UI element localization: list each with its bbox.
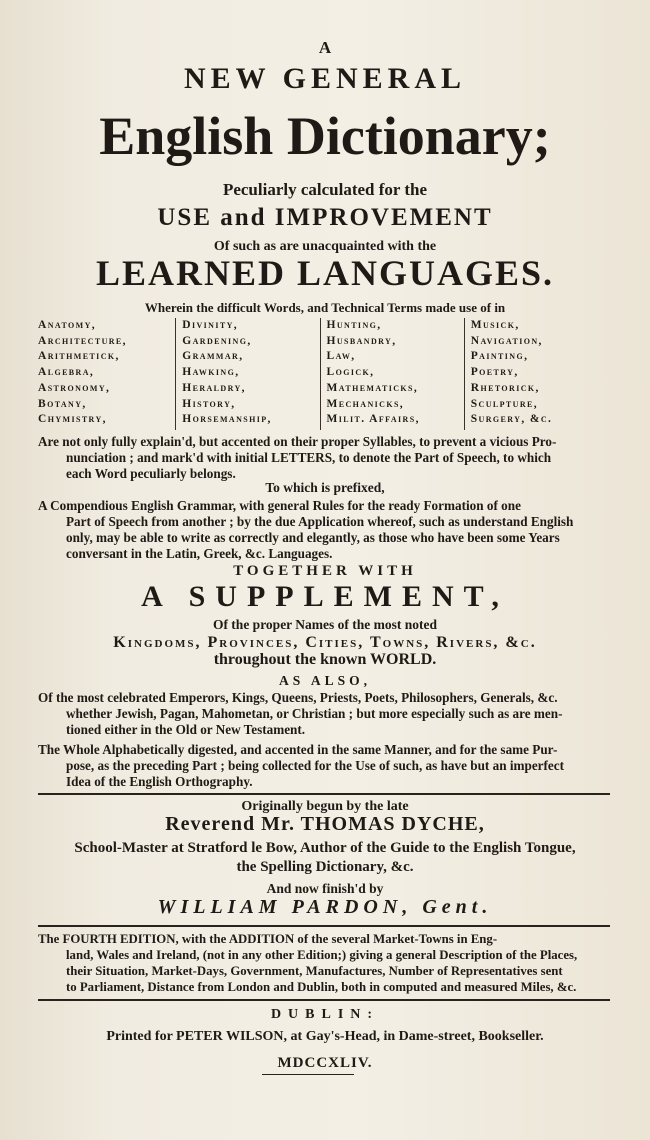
subtitle-peculiarly: Peculiarly calculated for the	[222, 180, 428, 199]
throughout-line: throughout the known WORLD.	[213, 651, 437, 668]
subject-item: Heraldry,	[182, 381, 246, 394]
text-line: The Whole Alphabetically digested, and accented in the same Manner, and for the same Pur-	[38, 742, 558, 757]
subject-item: Sculpture,	[470, 397, 539, 410]
spelling-line: the Spelling Dictionary, &c.	[236, 859, 414, 875]
title-new-general: NEW GENERAL	[184, 62, 466, 95]
prefixed-label: To which is prefixed,	[265, 480, 385, 495]
subject-item: Divinity,	[182, 319, 239, 331]
text-line: their Situation, Market-Days, Government, Manufactures, Number of Representatives sent	[66, 964, 563, 978]
subject-item: Poetry,	[470, 366, 519, 379]
subject-item: Horsemanship,	[182, 413, 272, 426]
subject-item: Hunting,	[326, 319, 382, 331]
title-learned-languages: LEARNED LANGUAGES.	[95, 253, 555, 293]
subject-item: Husbandry,	[326, 334, 397, 347]
whole-paragraph	[38, 742, 608, 790]
celebrated-paragraph	[38, 690, 608, 738]
subject-column-2	[175, 318, 319, 430]
subject-item: Astronomy,	[38, 381, 111, 394]
text-line: A Compendious English Grammar, with general Rules for the ready Formation of one	[38, 498, 521, 513]
supplement-heading: A SUPPLEMENT,	[141, 580, 509, 613]
subject-item: History,	[182, 397, 236, 410]
divider-line	[38, 925, 610, 927]
text-line: nunciation ; and mark'd with initial LETTERS, to denote the Part of Speech, to which	[66, 450, 552, 465]
subject-column-3	[320, 318, 464, 430]
date-underline	[262, 1074, 354, 1075]
as-also-heading: AS ALSO,	[278, 673, 372, 688]
text-line: each Word peculiarly belongs.	[66, 466, 236, 481]
subject-item: Hawking,	[182, 366, 240, 379]
text-line: tioned either in the Old or New Testament.	[66, 722, 306, 737]
subject-item: Chymistry,	[38, 413, 107, 426]
subject-item: Law,	[326, 350, 356, 363]
text-line: whether Jewish, Pagan, Mahometan, or Christian ; but more especially such as are men-	[66, 706, 563, 721]
subject-item: Rhetorick,	[470, 381, 540, 394]
text-line: to Parliament, Distance from London and Dublin, both in computed and measured Miles, &c.	[66, 980, 577, 994]
text-line: pose, as the preceding Part ; being collected for the Use of such, as have but an imperfect	[66, 758, 565, 773]
subtitle-of-such: Of such as are unacquainted with the	[213, 239, 437, 254]
finished-line: And now finish'd by	[266, 881, 384, 896]
reverend-line: Reverend Mr. THOMAS DYCHE,	[165, 813, 485, 835]
subject-item: Mechanicks,	[326, 397, 405, 410]
text-line: Are not only fully explain'd, but accented on their proper Syllables, to prevent a vicious Pro-	[38, 434, 557, 449]
subject-list	[38, 318, 608, 430]
text-line: Part of Speech from another ; by the due Application whereof, such as understand English	[66, 514, 574, 529]
subject-item: Surgery, &c.	[470, 413, 553, 426]
divider-line	[38, 999, 610, 1001]
title-english-dictionary: English Dictionary;	[99, 106, 551, 166]
subject-item: Algebra,	[38, 366, 95, 379]
text-line: only, may be able to write as correctly and elegantly, as those who have been some Years	[66, 530, 560, 545]
subtitle-wherein: Wherein the difficult Words, and Technical Terms made use of in	[144, 300, 506, 315]
subject-column-4	[464, 318, 608, 430]
subject-item: Architecture,	[38, 334, 127, 347]
text-line: Idea of the English Orthography.	[66, 774, 253, 789]
subject-item: Logick,	[326, 366, 375, 379]
subtitle-use-and-improvement: USE and IMPROVEMENT	[157, 204, 493, 231]
pardon-line: WILLIAM PARDON, Gent.	[157, 896, 493, 918]
printer-line: Printed for PETER WILSON, at Gay's-Head, in Dame-street, Bookseller.	[106, 1029, 544, 1044]
subject-item: Anatomy,	[38, 319, 97, 331]
text-line: The FOURTH EDITION, with the ADDITION of the several Market-Towns in Eng-	[38, 932, 498, 946]
subject-item: Painting,	[470, 350, 529, 363]
subject-item: Navigation,	[470, 334, 543, 347]
dublin-line: DUBLIN:	[270, 1007, 380, 1022]
together-with-heading: TOGETHER WITH	[233, 563, 417, 579]
subject-item: Arithmetick,	[38, 350, 120, 363]
subject-item: Mathematicks,	[326, 381, 419, 394]
subject-column-1	[38, 318, 175, 430]
grammar-paragraph	[38, 498, 608, 562]
divider-line	[38, 793, 610, 795]
title-article: A	[318, 38, 332, 57]
explanation-paragraph	[38, 434, 608, 482]
subject-item: Grammar,	[182, 350, 244, 363]
begun-line: Originally begun by the late	[241, 799, 409, 814]
text-line: Of the most celebrated Emperors, Kings, Queens, Priests, Poets, Philosophers, Generals, &c.	[38, 690, 558, 705]
text-line: conversant in the Latin, Greek, &c. Languages.	[66, 546, 333, 561]
proper-names-line: Of the proper Names of the most noted	[212, 617, 438, 632]
subject-item: Gardening,	[182, 334, 252, 347]
subject-item: Botany,	[38, 397, 87, 410]
text-line: land, Wales and Ireland, (not in any other Edition;) giving a general Description of the Places,	[66, 948, 578, 962]
kingdoms-line: Kingdoms, Provinces, Cities, Towns, Rivers, &c.	[113, 634, 537, 651]
subject-item: Milit. Affairs,	[326, 413, 420, 426]
subject-item: Musick,	[470, 319, 520, 331]
schoolmaster-line: School-Master at Stratford le Bow, Author of the Guide to the English Tongue,	[74, 840, 576, 856]
imprint-date: MDCCXLIV.	[277, 1055, 373, 1071]
edition-paragraph	[38, 931, 608, 995]
